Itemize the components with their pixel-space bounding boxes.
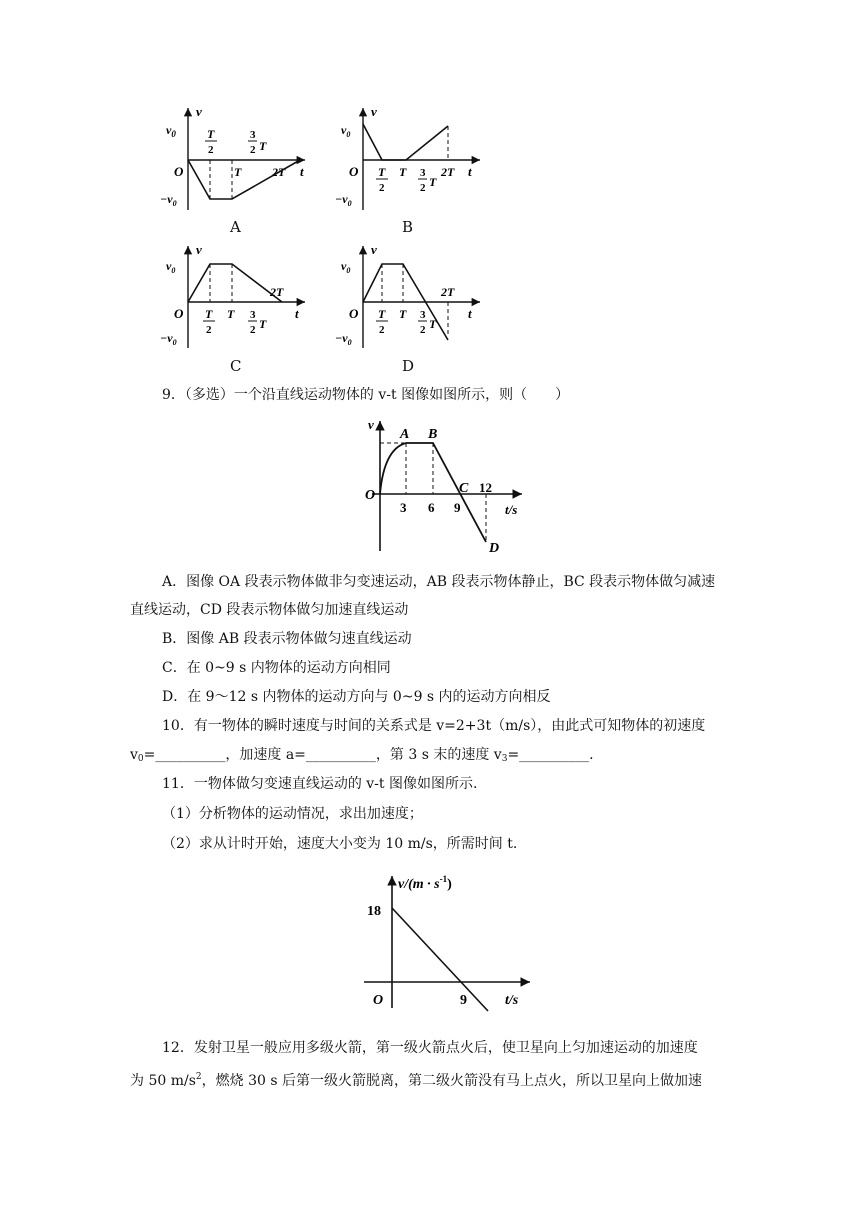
q10-v0-sub: 0: [137, 754, 144, 764]
axis-v-label: v: [371, 242, 377, 257]
caption-c: C: [230, 357, 242, 375]
t-label: T: [399, 307, 407, 321]
axis-t-label: t: [300, 164, 304, 179]
q10-mid: =__________，加速度 a=__________，第 3 s 末的速度 v: [143, 747, 502, 763]
tick-6: 6: [428, 500, 435, 515]
q10-v0: v: [130, 747, 138, 763]
three-half-num: 3: [420, 167, 426, 179]
q9-option-b: B．图像 AB 段表示物体做匀速直线运动: [162, 631, 412, 647]
q11-part2: （2）求从计时开始，速度大小变为 10 m/s，所需时间 t.: [162, 836, 518, 852]
point-a-label: A: [400, 427, 410, 442]
t-label: T: [234, 165, 242, 179]
three-half-t: T: [259, 139, 267, 153]
t-label: T: [399, 165, 407, 179]
three-half-den: 2: [250, 144, 256, 156]
axis-t-label: t: [468, 306, 472, 321]
three-half-num: 3: [250, 129, 256, 141]
q12-line1: 12．发射卫星一般应用多级火箭，第一级火箭点火后，使卫星向上匀加速运动的加速度: [162, 1040, 698, 1056]
origin-label: O: [373, 993, 384, 1008]
q9-option-a: A．图像 OA 段表示物体做非匀变速运动，AB 段表示物体静止，BC 段表示物体做匀减速: [162, 574, 716, 590]
tick-3: 3: [400, 500, 407, 515]
v0-label: $v_0$: [166, 123, 176, 139]
origin-label: O: [174, 306, 184, 321]
axis-t-label: t/s: [505, 502, 518, 517]
half-t-den: 2: [379, 324, 385, 336]
two-t-label: 2T: [270, 285, 284, 299]
q10-line2: [130, 745, 594, 769]
v0-label: $v_0$: [341, 123, 351, 139]
half-t-num: T: [207, 127, 215, 141]
half-t-den: 2: [379, 182, 385, 194]
y-axis-label: $v/(m \cdot s^{-1})$: [398, 874, 452, 892]
three-half-num: 3: [420, 309, 426, 321]
option-graph-c: [160, 240, 320, 360]
caption-b: B: [402, 218, 414, 236]
q9-stem: 9．（多选）一个沿直线运动物体的 v-t 图像如图所示，则（ ）: [162, 387, 570, 403]
tick-12: 12: [479, 480, 492, 495]
two-t-label: 2T: [272, 165, 286, 179]
x-axis-label: t/s: [505, 993, 519, 1008]
q12-line2-a: 为 50 m/s: [130, 1073, 196, 1089]
segment-abcd: [406, 443, 486, 542]
neg-v0-label: $-v_0$: [335, 192, 352, 208]
q12-line2: [130, 1067, 702, 1091]
v0-label: $v_0$: [166, 259, 176, 275]
axis-v-label: v: [196, 242, 202, 257]
segment-oa: [380, 443, 406, 494]
three-half-t: T: [259, 317, 267, 331]
point-c-label: C: [459, 481, 469, 496]
option-graph-b: [335, 100, 495, 240]
neg-v0-label: $-v_0$: [160, 331, 177, 347]
tick-9: 9: [454, 500, 461, 515]
half-t-den: 2: [206, 324, 212, 336]
neg-v0-label: $-v_0$: [160, 192, 177, 208]
q9-option-c: C．在 0~9 s 内物体的运动方向相同: [162, 660, 391, 676]
q11-part1: （1）分析物体的运动情况，求出加速度；: [162, 806, 423, 822]
q10-v3-sub: 3: [501, 754, 508, 764]
origin-label: O: [349, 306, 359, 321]
three-half-den: 2: [420, 324, 426, 336]
q9-option-a-cont: 直线运动，CD 段表示物体做匀加速直线运动: [130, 602, 409, 618]
neg-v0-label: $-v_0$: [335, 331, 352, 347]
three-half-t: T: [429, 317, 437, 331]
three-half-t: T: [429, 175, 437, 189]
half-t-num: T: [378, 307, 386, 321]
origin-label: O: [174, 164, 184, 179]
point-d-label: D: [489, 541, 500, 556]
caption-a: A: [230, 218, 241, 236]
axis-v-label: v: [371, 104, 377, 119]
option-graph-d: [335, 240, 495, 360]
axis-t-label: t: [295, 306, 299, 321]
q10-end: =__________.: [507, 747, 594, 763]
axis-t-label: t: [468, 164, 472, 179]
q9-vt-graph: [362, 415, 532, 557]
q11-vt-graph: [340, 866, 540, 1016]
three-half-num: 3: [250, 309, 256, 321]
graph-line: [392, 908, 488, 1011]
graph-line: [363, 124, 448, 160]
t-label: T: [227, 307, 235, 321]
two-t-label: 2T: [441, 165, 455, 179]
axis-v-label: v: [196, 104, 202, 119]
two-t-label: 2T: [441, 285, 455, 299]
v0-label: $v_0$: [341, 259, 351, 275]
origin-label: O: [365, 488, 376, 503]
q12-line2-sup: 2: [195, 1072, 202, 1082]
q12-line2-b: ，燃烧 30 s 后第一级火箭脱离，第二级火箭没有马上点火，所以卫星向上做加速: [201, 1073, 702, 1089]
axis-v-label: v: [368, 417, 374, 432]
q11-stem: 11．一物体做匀变速直线运动的 v-t 图像如图所示.: [162, 776, 478, 792]
half-t-den: 2: [208, 144, 214, 156]
q9-option-d: D．在 9～12 s 内物体的运动方向与 0~9 s 内的运动方向相反: [162, 689, 551, 705]
three-half-den: 2: [250, 324, 256, 336]
graph-line: [188, 264, 282, 302]
caption-d: D: [402, 357, 415, 375]
x-tick-9: 9: [460, 993, 467, 1008]
origin-label: O: [349, 164, 359, 179]
three-half-den: 2: [420, 182, 426, 194]
half-t-num: T: [378, 165, 386, 179]
half-t-num: T: [205, 307, 213, 321]
point-b-label: B: [428, 427, 438, 442]
y-tick-18: 18: [367, 904, 381, 919]
q10-line1: 10．有一物体的瞬时速度与时间的关系式是 v=2+3t（m/s），由此式可知物体的初速度: [162, 718, 706, 734]
